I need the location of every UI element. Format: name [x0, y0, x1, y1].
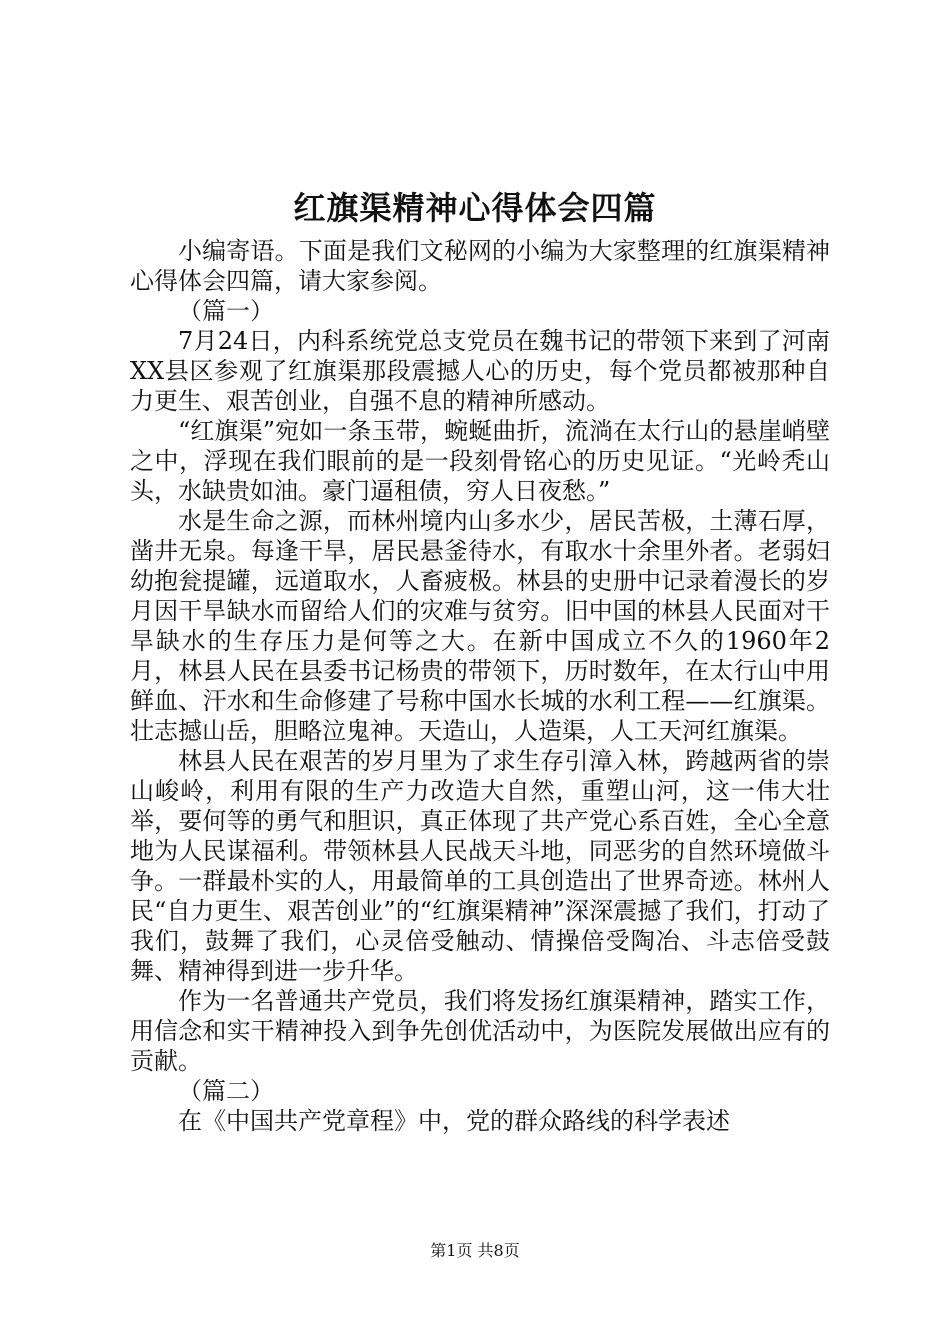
- paragraph-canal-description: “红旗渠”宛如一条玉带，蜿蜒曲折，流淌在太行山的悬崖峭壁之中，浮现在我们眼前的是一段刻骨铭心的历史见证。“光岭秃山头，水缺贵如油。豪门逼租债，穷人日夜愁。”: [130, 417, 830, 505]
- section-heading-2: （篇二）: [178, 1077, 274, 1105]
- section-heading-1: （篇一）: [178, 297, 274, 325]
- document-body: [130, 236, 830, 1136]
- paragraph-people-spirit: 林县人民在艰苦的岁月里为了求生存引漳入林，跨越两省的崇山峻岭，利用有限的生产力改造大自然，重塑山河，这一伟大壮举，要何等的勇气和胆识，真正体现了共产党心系百姓，全心全意地为人民谋福利。带领林县人民战天斗地，同恶劣的自然环境做斗争。一群最朴实的人，用最简单的工具创造出了世界奇迹。林州人民“自力更生、艰苦创业”的“红旗渠精神”深深震撼了我们，打动了我们，鼓舞了我们，心灵倍受触动、情操倍受陶冶、斗志倍受鼓舞、精神得到进一步升华。: [130, 747, 830, 985]
- paragraph-party-constitution: 在《中国共产党章程》中，党的群众路线的科学表述: [178, 1107, 730, 1135]
- paragraph-water-history: 水是生命之源，而林州境内山多水少，居民苦极，土薄石厚，凿井无泉。每逢干旱，居民悬釜待水，有取水十余里外者。老弱妇幼抱瓮提罐，远道取水，人畜疲极。林县的史册中记录着漫长的岁月因干旱缺水而留给人们的灾难与贫穷。旧中国的林县人民面对干旱缺水的生存压力是何等之大。在新中国成立不久的1960年2月，林县人民在县委书记杨贵的带领下，历时数年，在太行山中用鲜血、汗水和生命修建了号称中国水长城的水利工程——红旗渠。壮志撼山岳，胆略泣鬼神。天造山，人造渠，人工天河红旗渠。: [130, 507, 830, 745]
- paragraph-visit: 7月24日，内科系统党总支党员在魏书记的带领下来到了河南XX县区参观了红旗渠那段震撼人心的历史，每个党员都被那种自力更生、艰苦创业，自强不息的精神所感动。: [130, 327, 830, 415]
- paragraph-commitment: 作为一名普通共产党员，我们将发扬红旗渠精神，踏实工作，用信念和实干精神投入到争先创优活动中，为医院发展做出应有的贡献。: [130, 987, 830, 1075]
- document-title: 红旗渠精神心得体会四篇: [293, 189, 657, 227]
- page-footer: 第1页 共8页: [430, 1241, 520, 1260]
- intro-paragraph: 小编寄语。下面是我们文秘网的小编为大家整理的红旗渠精神心得体会四篇，请大家参阅。: [130, 237, 830, 295]
